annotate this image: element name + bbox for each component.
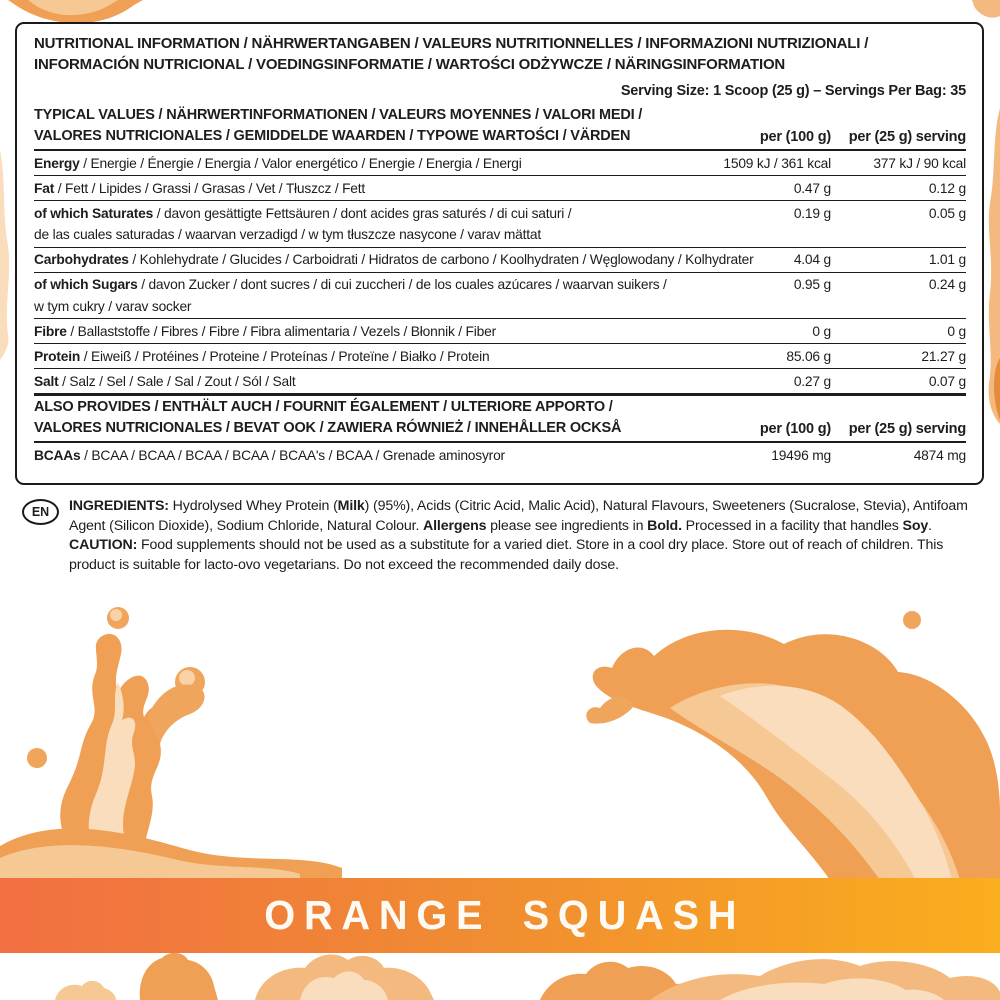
serving-size-text: Serving Size: 1 Scoop (25 g) – Servings Per Bag: 35 (620, 83, 966, 99)
column-header-per-100g: per (100 g) (759, 129, 831, 145)
value-per-25g: 0 g (947, 323, 966, 339)
table-row-energy: Energy / Energie / Énergie / Energia / Valor energético / Energie / Energia / Energi 1509 kJ / 361 kcal 377 kJ / 90 kcal (34, 151, 966, 176)
orange-juice-splash-top-right-icon (968, 0, 1000, 22)
table-row-saturates: of which Saturates / davon gesättigte Fettsäuren / dont acides gras saturés / di cui saturi / de las cuales saturadas / waarvan verzadigd / w tym tłuszcze nasycone / varav mättat 0.19 g 0.05 g (34, 201, 966, 248)
value-per-25g: 21.27 g (921, 348, 966, 364)
value-per-100g: 0.27 g (793, 373, 831, 389)
value-per-25g: 1.01 g (928, 252, 966, 267)
also-provides-line2: VALORES NUTRICIONALES / BEVAT OOK / ZAWIERA RÓWNIEŻ / INNEHÅLLER OCKSÅ (34, 419, 622, 436)
label-title (34, 34, 966, 75)
table-row-sugars: of which Sugars / davon Zucker / dont sucres / di cui zuccheri / de los cuales azúcares / waarvan suikers / w tym cukry / varav socker 0.95 g 0.24 g (34, 273, 966, 320)
value-per-25g: 0.05 g (928, 205, 966, 221)
label-title-line2: INFORMACIÓN NUTRICIONAL / VOEDINGSINFORMATIE / WARTOŚCI ODŻYWCZE / NÄRINGSINFORMATION (34, 55, 786, 73)
flavour-name: ORANGE SQUASH (263, 892, 745, 938)
value-per-100g: 0.47 g (793, 180, 831, 196)
table-header-line2: VALORES NUTRICIONALES / GEMIDDELDE WAARDEN / TYPOWE WARTOŚCI / VÄRDEN (34, 127, 631, 144)
orange-juice-splash-bottom-strip-icon (0, 952, 1000, 1000)
table-row-bcaas: BCAAs / BCAA / BCAA / BCAA / BCAA / BCAA's / BCAA / Grenade aminosyror 19496 mg 4874 mg (34, 447, 966, 463)
also-provides-line1: ALSO PROVIDES / ENTHÄLT AUCH / FOURNIT ÉGALEMENT / ULTERIORE APPORTO / (34, 399, 613, 415)
also-provides-header (34, 397, 966, 443)
column-header-per-100g: per (100 g) (759, 421, 831, 437)
orange-juice-splash-left-edge-icon (0, 150, 12, 360)
table-header (34, 105, 966, 151)
orange-juice-splash-right-icon (580, 588, 1000, 880)
value-per-100g: 0.19 g (793, 205, 831, 221)
value-per-25g: 4874 mg (913, 447, 966, 463)
value-per-25g: 377 kJ / 90 kcal (873, 155, 966, 171)
nutrition-label-box (15, 22, 984, 485)
orange-juice-splash-left-icon (0, 596, 480, 880)
value-per-100g: 4.04 g (793, 252, 831, 267)
table-row-fat: Fat / Fett / Lipides / Grassi / Grasas / Vet / Tłuszcz / Fett 0.47 g 0.12 g (34, 176, 966, 201)
label-title-line1: NUTRITIONAL INFORMATION / NÄHRWERTANGABEN / VALEURS NUTRITIONNELLES / INFORMAZIONI NUTRIZIONALI / (34, 35, 869, 52)
value-per-25g: 0.07 g (928, 373, 966, 389)
table-row-protein: Protein / Eiweiß / Protéines / Proteine / Proteínas / Proteïne / Białko / Protein 85.06 g 21.27 g (34, 344, 966, 369)
table-row-fibre: Fibre / Ballaststoffe / Fibres / Fibre / Fibra alimentaria / Vezels / Błonnik / Fiber 0 g 0 g (34, 319, 966, 344)
flavour-banner (0, 878, 1000, 953)
nutrition-table (34, 105, 966, 467)
ingredients-section (22, 497, 977, 575)
table-header-line1: TYPICAL VALUES / NÄHRWERTINFORMATIONEN / VALEURS MOYENNES / VALORI MEDI / (34, 107, 643, 123)
orange-juice-splash-top-left-icon (8, 0, 143, 24)
value-per-100g: 0 g (812, 323, 831, 339)
language-badge-en: EN (22, 499, 59, 525)
table-row-carbohydrates: Carbohydrates / Kohlehydrate / Glucides / Carboidrati / Hidratos de carbono / Koolhydraten / Węglowodany / Kolhydrater 4.04 g 1.01 g (34, 248, 966, 273)
value-per-100g: 1509 kJ / 361 kcal (723, 155, 831, 171)
value-per-25g: 0.12 g (928, 180, 966, 196)
ingredients-text: INGREDIENTS: Hydrolysed Whey Protein (Milk) (95%), Acids (Citric Acid, Malic Acid), Natural Flavours, Sweeteners (Sucralose, Stevia), Antifoam Agent (Silicon Dioxide), Sodium Chloride, Natural Colour. Allergens please see ingredients in Bold. Processed in a facility that handles Soy. CAUTION: Food supplements should not be used as a substitute for a varied diet. Store in a cool dry place. Store out of reach of children. This product is suitable for lacto-ovo vegetarians. Do not exceed the recommended daily dose. (69, 498, 968, 573)
value-per-100g: 0.95 g (793, 277, 831, 292)
value-per-100g: 19496 mg (771, 447, 831, 463)
value-per-100g: 85.06 g (786, 348, 831, 364)
table-row-salt: Salt / Salz / Sel / Sale / Sal / Zout / Sól / Salt 0.27 g 0.07 g (34, 369, 966, 396)
column-header-per-25g: per (25 g) serving (848, 421, 966, 437)
orange-juice-splash-right-edge-icon (984, 108, 1000, 424)
value-per-25g: 0.24 g (928, 277, 966, 292)
column-header-per-25g: per (25 g) serving (848, 129, 966, 145)
